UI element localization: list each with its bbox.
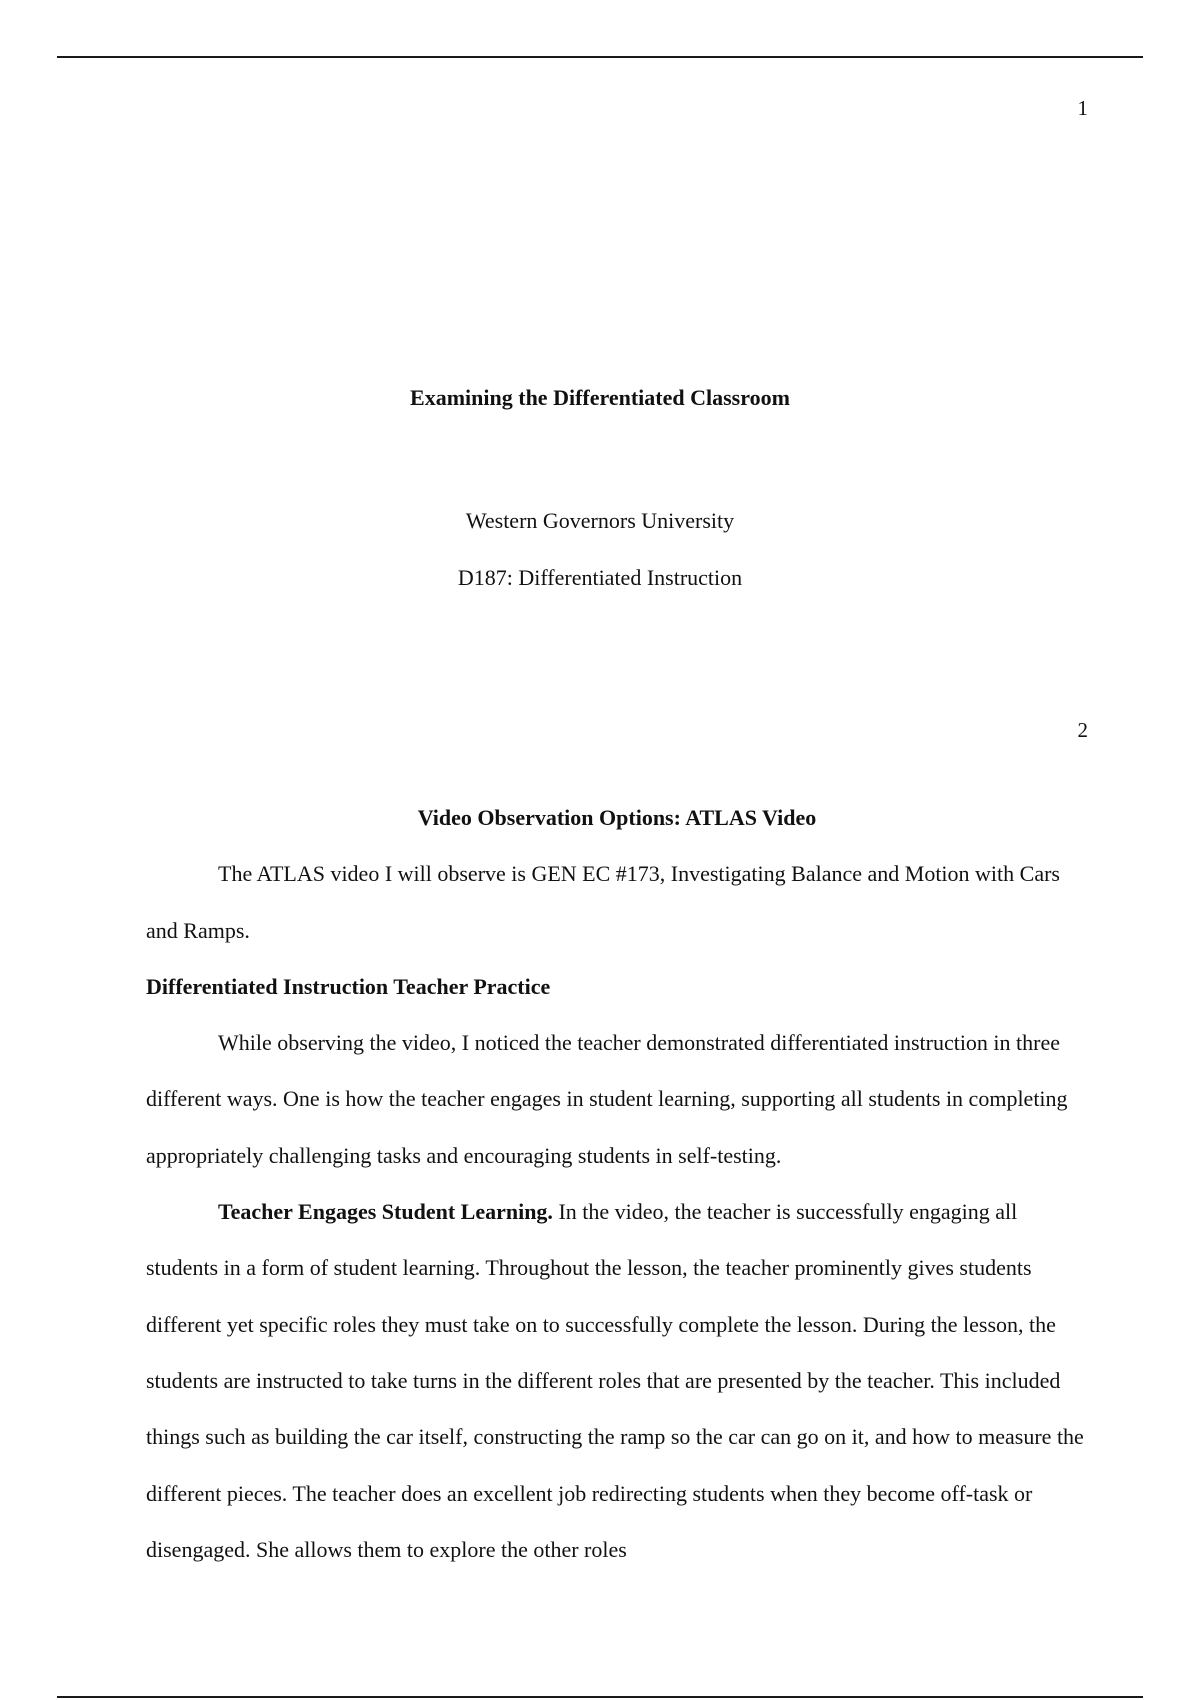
course-name: D187: Differentiated Instruction	[457, 565, 743, 590]
page-number-1: 1	[1077, 96, 1088, 120]
page-number-2: 2	[1077, 718, 1088, 742]
institution-name: Western Governors University	[465, 508, 735, 533]
paragraph-atlas-video: The ATLAS video I will observe is GEN EC #173, Investigating Balance and Motion with Cars and Ramps.	[146, 861, 1060, 943]
paragraph-engages-learning-text: In the video, the teacher is successfully engaging all students in a form of student learning. Throughout the lesson, the teacher prominently gives students different yet specific roles they must take on to successfully complete the lesson. During the lesson, the students are instructed to take turns in the different roles that are presented by the teacher. This included things such as building the car itself, constructing the ramp so the car can go on it, and how to measure the different pieces. The teacher does an excellent job redirecting students when they become off-task or disengaged. She allows them to explore the other roles	[146, 1199, 1084, 1562]
section-heading-video-observation: Video Observation Options: ATLAS Video	[417, 805, 817, 830]
page-2-body	[146, 790, 1088, 1578]
page-top-rule	[57, 56, 1143, 58]
paragraph-observation: While observing the video, I noticed the teacher demonstrated differentiated instruction in three different ways. One is how the teacher engages in student learning, supporting all students in completing appropriately challenging tasks and encouraging students in self-testing.	[146, 1030, 1068, 1168]
section-heading-teacher-practice: Differentiated Instruction Teacher Practice	[146, 973, 551, 999]
paragraph-engages-learning	[146, 1184, 1088, 1578]
subheading-engages-learning: Teacher Engages Student Learning.	[218, 1199, 553, 1225]
paper-title: Examining the Differentiated Classroom	[410, 385, 790, 410]
page-bottom-rule	[57, 1696, 1143, 1698]
